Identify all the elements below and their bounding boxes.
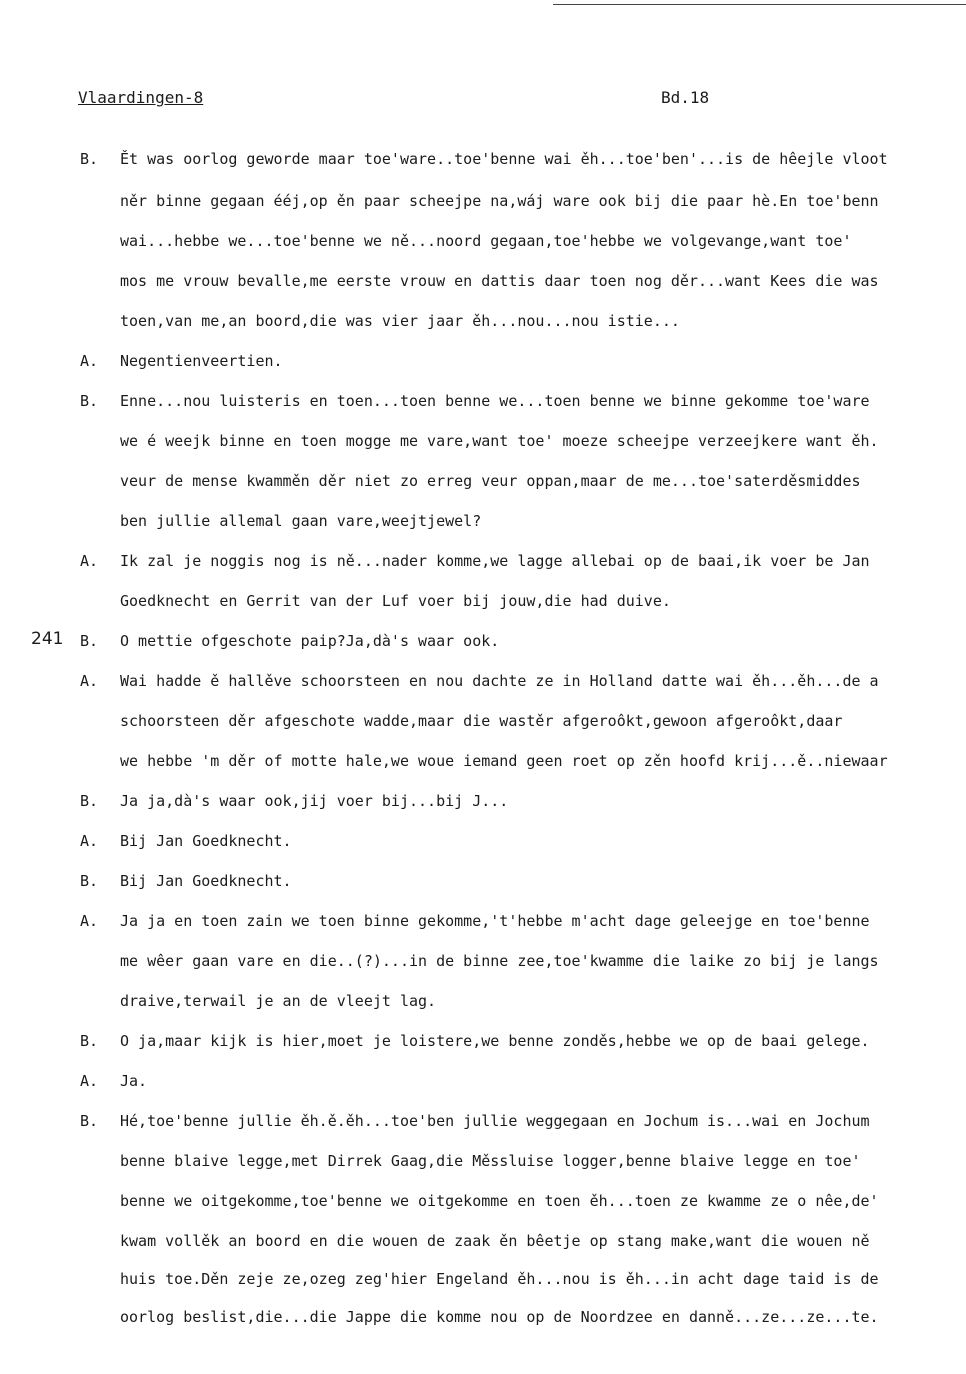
- line-text: Ja ja en toen zain we toen binne gekomme,'t'hebbe m'acht dage geleejge en toe'benne: [120, 912, 870, 930]
- margin-annotation: 241: [31, 629, 64, 649]
- transcript-line: [0, 1110, 966, 1132]
- speaker-label: B.: [80, 392, 99, 410]
- speaker-label: A.: [80, 552, 99, 570]
- transcript-line: [0, 590, 966, 612]
- transcript-line: [0, 1070, 966, 1092]
- speaker-label: B.: [80, 872, 99, 890]
- line-text: Ět was oorlog geworde maar toe'ware..toe'benne wai ěh...toe'ben'...is de hêejle vloot: [120, 150, 888, 168]
- line-text: kwam vollěk an boord en die wouen de zaak ěn bêetje op stang make,want die wouen ně: [120, 1232, 870, 1250]
- transcript-line: [0, 870, 966, 892]
- line-text: me wêer gaan vare en die..(?)...in de binne zee,toe'kwamme die laike zo bij je langs: [120, 952, 879, 970]
- line-text: Hé,toe'benne jullie ěh.ě.ěh...toe'ben jullie weggegaan en Jochum is...wai en Jochum: [120, 1112, 870, 1130]
- line-text: draive,terwail je an de vleejt lag.: [120, 992, 437, 1010]
- page-header-volume: Bd.18: [661, 88, 710, 107]
- transcript-line: [0, 550, 966, 572]
- speaker-label: B.: [80, 150, 99, 168]
- transcript-line: [0, 390, 966, 412]
- speaker-label: A.: [80, 352, 99, 370]
- speaker-label: B.: [80, 632, 99, 650]
- line-text: O mettie ofgeschote paip?Ja,dà's waar ook.: [120, 632, 500, 650]
- transcript-line: [0, 310, 966, 332]
- line-text: mos me vrouw bevalle,me eerste vrouw en dattis daar toen nog děr...want Kees die was: [120, 272, 879, 290]
- speaker-label: A.: [80, 672, 99, 690]
- speaker-label: B.: [80, 1112, 99, 1130]
- speaker-label: A.: [80, 1072, 99, 1090]
- page-header-location: Vlaardingen-8: [78, 88, 204, 107]
- transcript-line: [0, 830, 966, 852]
- line-text: toen,van me,an boord,die was vier jaar ěh...nou...nou istie...: [120, 312, 680, 330]
- line-text: Ik zal je noggis nog is ně...nader komme,we lagge allebai op de baai,ik voer be Jan: [120, 552, 870, 570]
- transcript-line: [0, 1230, 966, 1252]
- transcript-line: [0, 790, 966, 812]
- transcript-line: [0, 1190, 966, 1212]
- line-text: Ja.: [120, 1072, 148, 1090]
- line-text: Bij Jan Goedknecht.: [120, 872, 292, 890]
- line-text: Bij Jan Goedknecht.: [120, 832, 292, 850]
- line-text: ben jullie allemal gaan vare,weejtjewel?: [120, 512, 482, 530]
- line-text: benne blaive legge,met Dirrek Gaag,die Měssluise logger,benne blaive legge en toe': [120, 1152, 861, 1170]
- top-rule: [553, 4, 966, 5]
- transcript-line: [0, 270, 966, 292]
- speaker-label: B.: [80, 1032, 99, 1050]
- transcript-line: [0, 230, 966, 252]
- line-text: oorlog beslist,die...die Jappe die komme nou op de Noordzee en danně...ze...ze...te.: [120, 1308, 879, 1326]
- transcript-line: [0, 670, 966, 692]
- transcript-line: [0, 350, 966, 372]
- line-text: schoorsteen děr afgeschote wadde,maar die wastěr afgeroôkt,gewoon afgeroôkt,daar: [120, 712, 843, 730]
- transcript-line: [0, 910, 966, 932]
- speaker-label: B.: [80, 792, 99, 810]
- line-text: Ja ja,dà's waar ook,jij voer bij...bij J...: [120, 792, 509, 810]
- transcript-line: [0, 1306, 966, 1328]
- transcript-line: [0, 190, 966, 212]
- transcript-line: [0, 470, 966, 492]
- transcript-line: [0, 990, 966, 1012]
- transcript-line: [0, 148, 966, 170]
- transcript-line: [0, 510, 966, 532]
- line-text: Enne...nou luisteris en toen...toen benne we...toen benne we binne gekomme toe'ware: [120, 392, 870, 410]
- line-text: O ja,maar kijk is hier,moet je loistere,we benne zonděs,hebbe we op de baai gelege.: [120, 1032, 870, 1050]
- line-text: Negentienveertien.: [120, 352, 283, 370]
- transcript-line: [0, 710, 966, 732]
- line-text: Wai hadde ě hallěve schoorsteen en nou dachte ze in Holland datte wai ěh...ěh...de a: [120, 672, 879, 690]
- line-text: wai...hebbe we...toe'benne we ně...noord gegaan,toe'hebbe we volgevange,want toe': [120, 232, 852, 250]
- speaker-label: A.: [80, 832, 99, 850]
- transcript-line: [0, 430, 966, 452]
- line-text: Goedknecht en Gerrit van der Luf voer bij jouw,die had duive.: [120, 592, 671, 610]
- line-text: we é weejk binne en toen mogge me vare,want toe' moeze scheejpe verzeejkere want ěh.: [120, 432, 879, 450]
- transcript-line: [0, 1150, 966, 1172]
- line-text: we hebbe 'm děr of motte hale,we woue iemand geen roet op zěn hoofd krij...ě..niewaar: [120, 752, 888, 770]
- transcript-line: [0, 630, 966, 652]
- line-text: benne we oitgekomme,toe'benne we oitgekomme en toen ěh...toen ze kwamme ze o nêe,de': [120, 1192, 879, 1210]
- speaker-label: A.: [80, 912, 99, 930]
- transcript-line: [0, 1030, 966, 1052]
- line-text: huis toe.Děn zeje ze,ozeg zeg'hier Engeland ěh...nou is ěh...in acht dage taid is de: [120, 1270, 879, 1288]
- line-text: něr binne gegaan ééj,op ěn paar scheejpe na,wáj ware ook bij die paar hè.En toe'benn: [120, 192, 879, 210]
- transcript-line: [0, 750, 966, 772]
- transcript-line: [0, 1268, 966, 1290]
- transcript-line: [0, 950, 966, 972]
- line-text: veur de mense kwamměn děr niet zo erreg veur oppan,maar de me...toe'saterděsmiddes: [120, 472, 861, 490]
